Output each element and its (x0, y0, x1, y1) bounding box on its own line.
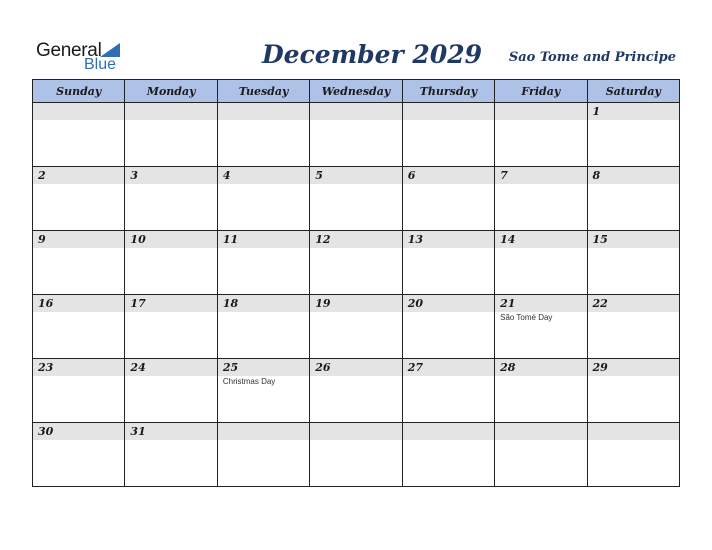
generalblue-logo (36, 40, 126, 74)
day-cell (495, 103, 587, 167)
day-number: 21 (495, 295, 586, 312)
day-number: 1 (588, 103, 679, 120)
day-cell (310, 167, 402, 231)
day-cell (125, 231, 217, 295)
day-cell (217, 231, 309, 295)
day-number: 14 (495, 231, 586, 248)
day-cell (495, 295, 587, 359)
day-cell (402, 359, 494, 423)
holiday-label: Christmas Day (222, 377, 276, 386)
day-number (495, 103, 586, 120)
day-cell (125, 167, 217, 231)
day-cell (587, 103, 679, 167)
day-cell (402, 295, 494, 359)
day-number: 25 (218, 359, 309, 376)
day-number (218, 423, 309, 440)
day-cell (33, 359, 125, 423)
day-cell (33, 295, 125, 359)
day-number: 7 (495, 167, 586, 184)
day-number: 30 (33, 423, 124, 440)
day-cell (217, 103, 309, 167)
day-cell (125, 103, 217, 167)
day-cell (402, 423, 494, 487)
day-cell (587, 167, 679, 231)
day-number (33, 103, 124, 120)
day-cell (33, 103, 125, 167)
day-number (310, 423, 401, 440)
day-number: 24 (125, 359, 216, 376)
day-cell (587, 423, 679, 487)
day-number: 11 (218, 231, 309, 248)
day-cell (217, 295, 309, 359)
week-row (33, 295, 680, 359)
day-cell (402, 103, 494, 167)
week-row (33, 103, 680, 167)
week-row (33, 167, 680, 231)
calendar-grid (32, 79, 680, 487)
day-number: 22 (588, 295, 679, 312)
weekday-header: Saturday (587, 80, 679, 103)
day-number: 10 (125, 231, 216, 248)
day-number (403, 423, 494, 440)
day-number: 28 (495, 359, 586, 376)
weekday-header: Thursday (402, 80, 494, 103)
day-cell (125, 359, 217, 423)
day-cell (402, 167, 494, 231)
day-cell (310, 359, 402, 423)
weekday-header-row (33, 80, 680, 103)
day-number: 12 (310, 231, 401, 248)
day-number: 9 (33, 231, 124, 248)
day-number (495, 423, 586, 440)
day-cell (587, 295, 679, 359)
weekday-header: Sunday (33, 80, 125, 103)
weekday-header: Wednesday (310, 80, 402, 103)
day-number: 19 (310, 295, 401, 312)
day-cell (33, 231, 125, 295)
day-number: 13 (403, 231, 494, 248)
day-cell (33, 423, 125, 487)
day-number (310, 103, 401, 120)
day-cell (310, 423, 402, 487)
day-number (403, 103, 494, 120)
day-cell (495, 231, 587, 295)
day-number: 18 (218, 295, 309, 312)
day-cell (495, 359, 587, 423)
day-number: 3 (125, 167, 216, 184)
day-cell (217, 359, 309, 423)
day-number: 20 (403, 295, 494, 312)
day-number: 16 (33, 295, 124, 312)
day-number: 29 (588, 359, 679, 376)
logo-triangle-icon (100, 43, 120, 57)
country-name: Sao Tome and Principe (508, 50, 676, 65)
day-number: 31 (125, 423, 216, 440)
day-cell (402, 231, 494, 295)
day-number: 2 (33, 167, 124, 184)
weekday-header: Monday (125, 80, 217, 103)
week-row (33, 231, 680, 295)
day-number: 26 (310, 359, 401, 376)
calendar-title: December 2029 (262, 40, 483, 69)
day-number: 6 (403, 167, 494, 184)
day-number (125, 103, 216, 120)
day-number: 15 (588, 231, 679, 248)
day-cell (217, 423, 309, 487)
day-number: 17 (125, 295, 216, 312)
day-cell (310, 231, 402, 295)
day-cell (587, 359, 679, 423)
day-number (218, 103, 309, 120)
day-number: 4 (218, 167, 309, 184)
day-cell (587, 231, 679, 295)
day-number (588, 423, 679, 440)
logo-general-text: General (36, 40, 102, 61)
day-number: 23 (33, 359, 124, 376)
day-cell (125, 423, 217, 487)
day-number: 5 (310, 167, 401, 184)
week-row (33, 423, 680, 487)
day-cell (495, 423, 587, 487)
week-row (33, 359, 680, 423)
day-cell (217, 167, 309, 231)
weekday-header: Friday (495, 80, 587, 103)
day-cell (125, 295, 217, 359)
day-cell (310, 103, 402, 167)
day-cell (310, 295, 402, 359)
logo-blue-text: Blue (84, 56, 117, 73)
day-number: 27 (403, 359, 494, 376)
weekday-header: Tuesday (217, 80, 309, 103)
day-cell (33, 167, 125, 231)
holiday-label: São Tomé Day (500, 313, 553, 322)
day-number: 8 (588, 167, 679, 184)
day-cell (495, 167, 587, 231)
